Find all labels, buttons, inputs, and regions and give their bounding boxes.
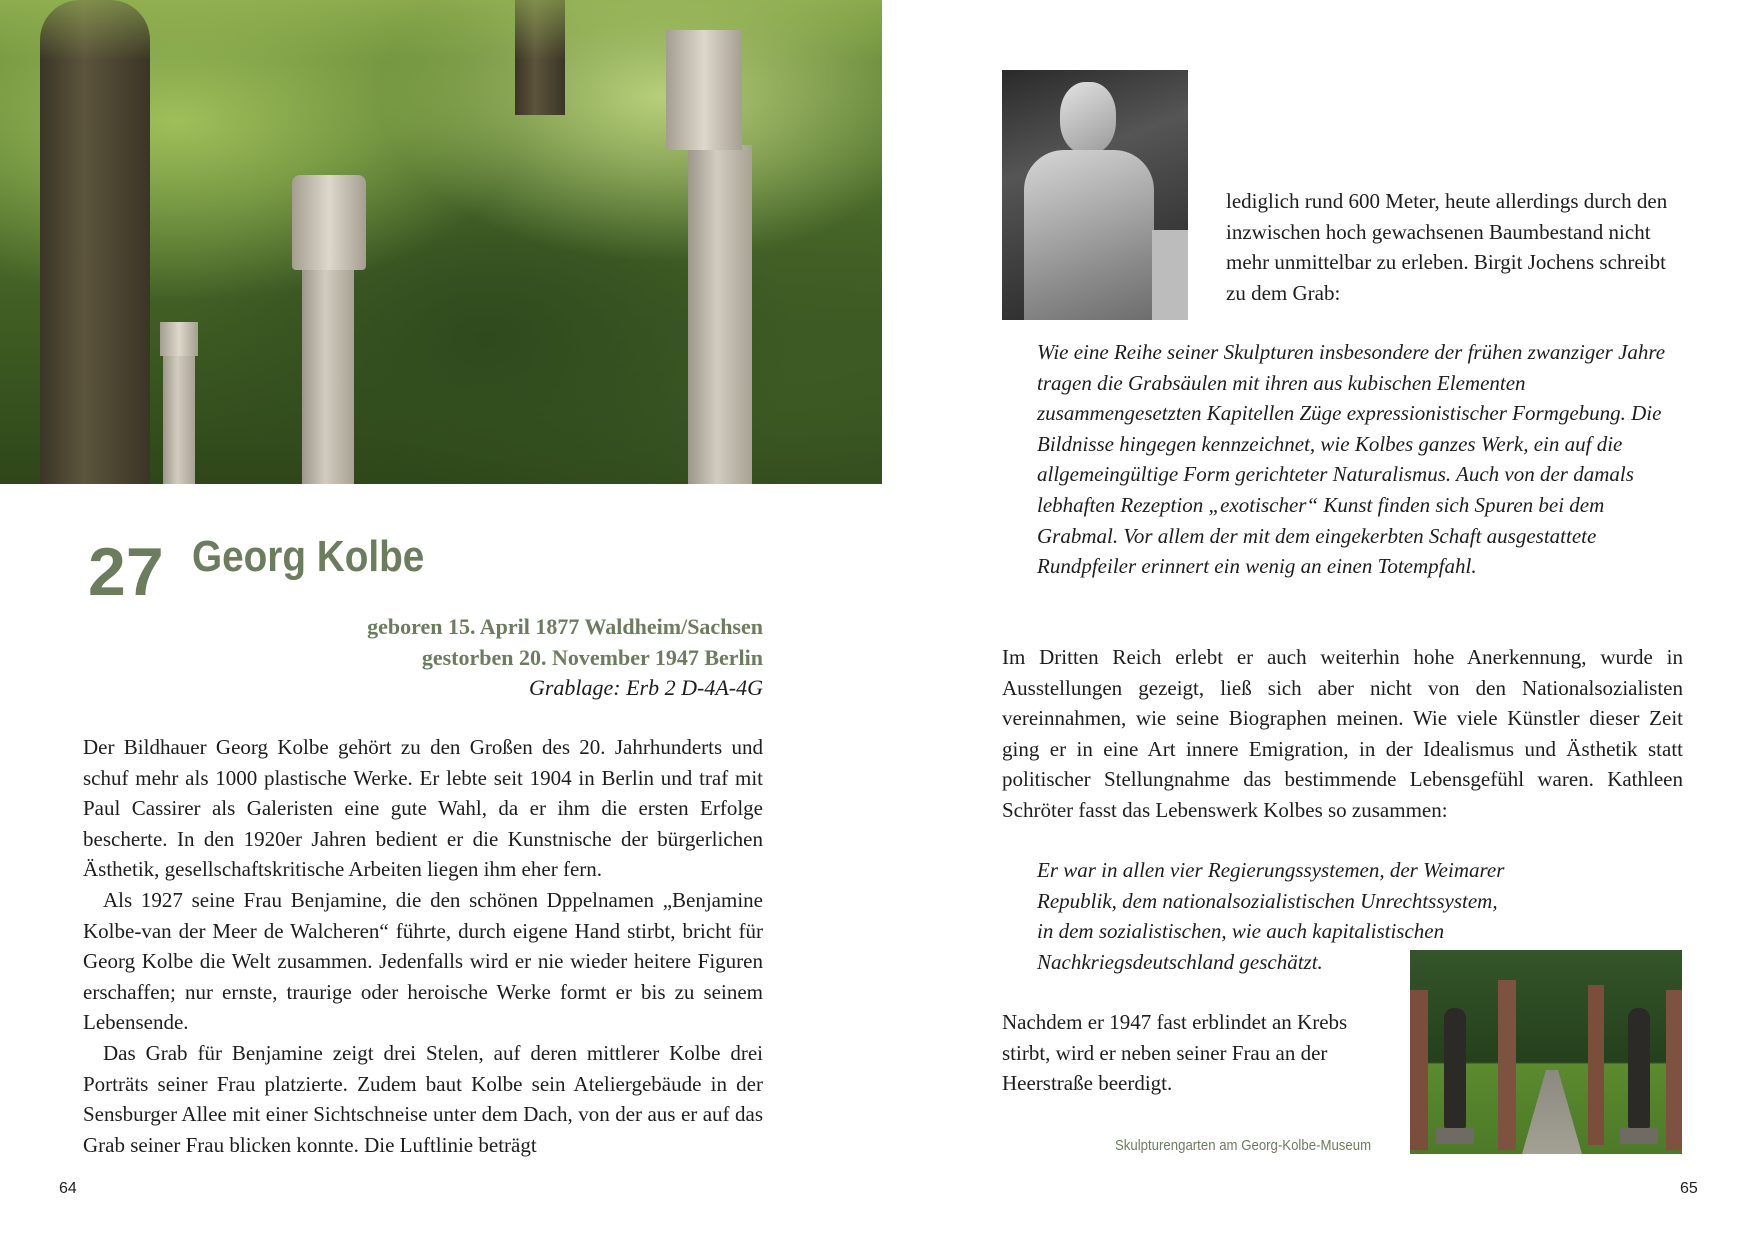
chapter-number: 27 [88,534,164,610]
grave-location: Grablage: Erb 2 D-4A-4G [528,675,763,700]
grave-steles-photo [0,0,882,484]
paragraph: lediglich rund 600 Meter, heute allerdings durch den inzwischen hoch gewachsenen Baumbestand nicht mehr unmittelbar zu erleben. Birgit Jochens schreibt zu dem Grab: [1226,189,1668,305]
jochens-quote: Wie eine Reihe seiner Skulpturen insbesondere der frühen zwanziger Jahre tragen die Grabsäulen mit ihren aus kubischen Elementen zusammengesetzten Kapitellen Züge expressionistischer Formgebung. Die Bildnisse hingegen kennzeichnet, wie Kolbes ganzes Werk, ein auf die allgemeingültige Form gerichteter Naturalismus. Auch von der damals lebhaften Rezeption „exotischer“ Kunst finden sich Spuren bei dem Grabmal. Vor allem der mit dem eingekerbten Schaft ausgestattete Rundpfeiler erinnert ein wenig an einen Totempfahl. [1037,340,1666,579]
sculpture-garden-photo [1410,950,1682,1154]
left-body-text [83,732,763,1160]
right-body-text [1002,642,1683,826]
paragraph: Das Grab für Benjamine zeigt drei Stelen, auf deren mittlerer Kolbe drei Porträts seiner Frau platzierte. Zudem baut Kolbe sein Ateliergebäude in der Sensburger Allee mit einer Sichtschneise unter dem Dach, von der aus er auf das Grab seiner Frau blicken konnte. Die Luftlinie beträgt [83,1040,763,1157]
kolbe-portrait-photo [1002,70,1188,320]
photo-caption: Skulpturengarten am Georg-Kolbe-Museum [1115,1137,1372,1154]
paragraph: Im Dritten Reich erlebt er auch weiterhin hohe Anerkennung, wurde in Ausstellungen gezeigt, ließ sich aber nicht von den Nationalsozialisten vereinnahmen, wie seine Biographen meinen. Wie viele Künstler dieser Zeit ging er in eine Art innere Emigration, in der Idealismus und Ästhetik statt politischer Stellungnahme das bestimmende Lebensgefühl waren. Kathleen Schröter fasst das Lebenswerk Kolbes so zusammen: [1002,645,1683,822]
right-outro-text [1002,1007,1382,1099]
biographical-data [367,612,763,704]
paragraph: Als 1927 seine Frau Benjamine, die den schönen Dppelnamen „Benjamine Kolbe-van der Meer de Walcheren“ führte, durch eigene Hand stirbt, bricht für Georg Kolbe die Welt zusammen. Jedenfalls wird er nie wieder heitere Figuren erschaffen; nur ernste, traurige oder heroische Werke formt er bis zu seinem Lebensende. [83,887,763,1035]
page-number-left: 64 [59,1180,77,1197]
death-info: gestorben 20. November 1947 Berlin [421,644,763,670]
quote-text: Er war in allen vier Regierungssystemen, der Weimarer Republik, dem nationalsozialistischen Unrechtssystem, in dem sozialistischen, wie auch kapitalistischen Nachkriegsdeutschland geschätzt. [1037,858,1505,974]
page-number-right: 65 [1680,1180,1698,1197]
paragraph: Der Bildhauer Georg Kolbe gehört zu den Großen des 20. Jahrhunderts und schuf mehr als 1000 plastische Werke. Er lebte seit 1904 in Berlin und traf mit Paul Cassirer als Galeristen eine gute Wahl, da er ihm die ersten Erfolge bescherte. In den 1920er Jahren bedient er die Kunstnische der bürgerlichen Ästhetik, gesellschaftskritische Arbeiten liegen ihm eher fern. [83,735,763,882]
paragraph: Nachdem er 1947 fast erblindet an Krebs stirbt, wird er neben seiner Frau an der Heerstraße beerdigt. [1002,1010,1348,1096]
right-intro-text [1226,186,1683,308]
chapter-title: Georg Kolbe [192,532,425,581]
birth-info: geboren 15. April 1877 Waldheim/Sachsen [367,614,763,639]
